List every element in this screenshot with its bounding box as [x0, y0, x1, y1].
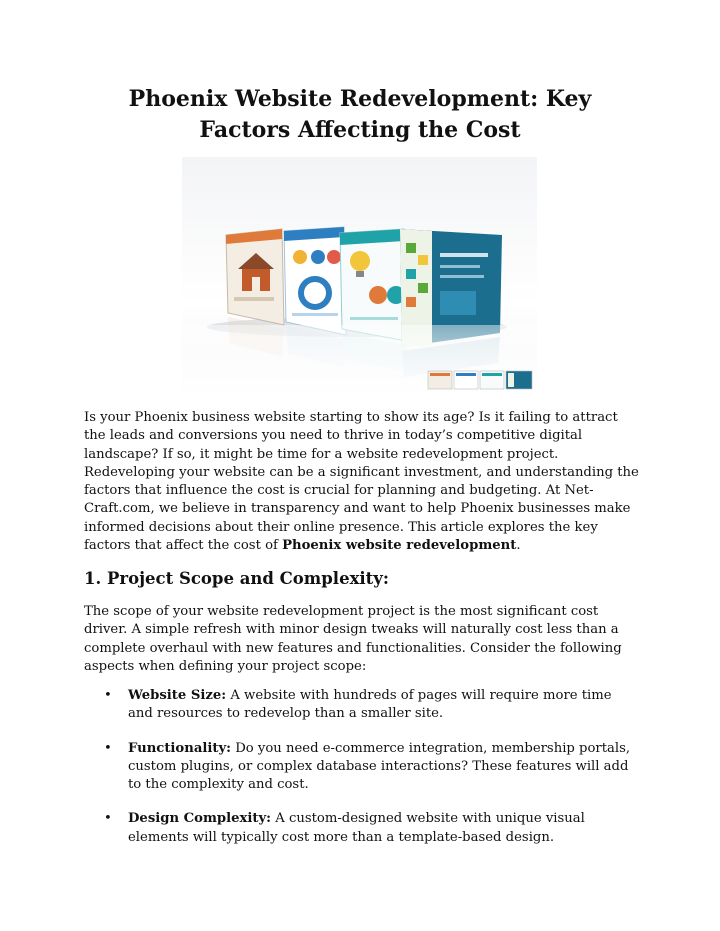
list-item	[104, 810, 636, 847]
list-item	[104, 740, 636, 795]
bullet-marker: •	[104, 811, 112, 827]
template-card-house	[226, 229, 284, 325]
title-line-1: Phoenix Website Redevelopment: Key	[128, 86, 592, 112]
list-item-text: A custom-designed website with unique visual elements will typically cost more than a template-based design.	[128, 811, 585, 845]
template-card-charts	[284, 227, 346, 335]
bullet-marker: •	[104, 688, 112, 703]
list-item	[104, 687, 636, 724]
factor-list	[104, 687, 636, 863]
list-item-label: Design Complexity:	[128, 811, 272, 827]
hero-illustration	[182, 157, 537, 395]
list-item-label: Functionality:	[128, 740, 232, 756]
template-card-ideas	[340, 229, 406, 341]
list-item-text: Do you need e-commerce integration, membership portals, custom plugins, or complex database interactions? These features will add to the complexity and cost.	[128, 740, 631, 793]
intro-paragraph	[84, 409, 640, 555]
section-heading: 1. Project Scope and Complexity:	[84, 569, 389, 588]
document-title	[60, 84, 660, 146]
website-templates-illustration-icon	[182, 157, 537, 395]
list-item-label: Website Size:	[128, 688, 227, 703]
bullet-marker: •	[104, 740, 112, 756]
intro-text: Is your Phoenix business website starting to show its age? Is it failing to attract the leads and conversions you need to thrive in today’s competitive digital landscape? If so, it might be time for a website redevelopment project. Redeveloping your website can be a significant investment, and understanding the factors that influence the cost is crucial for planning and budgeting. At Net-Craft.com, we believe in transparency and want to help Phoenix businesses make informed decisions about their online presence. This article explores the key factors that affect the cost of	[84, 410, 639, 554]
thumbnail-strip	[428, 371, 532, 389]
section-paragraph: The scope of your website redevelopment project is the most significant cost driver. A simple refresh with minor design tweaks will naturally cost less than a complete overhaul with new features and functionalities. Consider the following aspects when defining your project scope:	[84, 604, 622, 674]
list-item-text: A website with hundreds of pages will require more time and resources to redevelop than a smaller site.	[128, 688, 612, 722]
intro-bold-keyword: Phoenix website redevelopment	[282, 538, 517, 554]
title-line-2: Factors Affecting the Cost	[199, 117, 521, 143]
intro-end: .	[516, 538, 521, 554]
